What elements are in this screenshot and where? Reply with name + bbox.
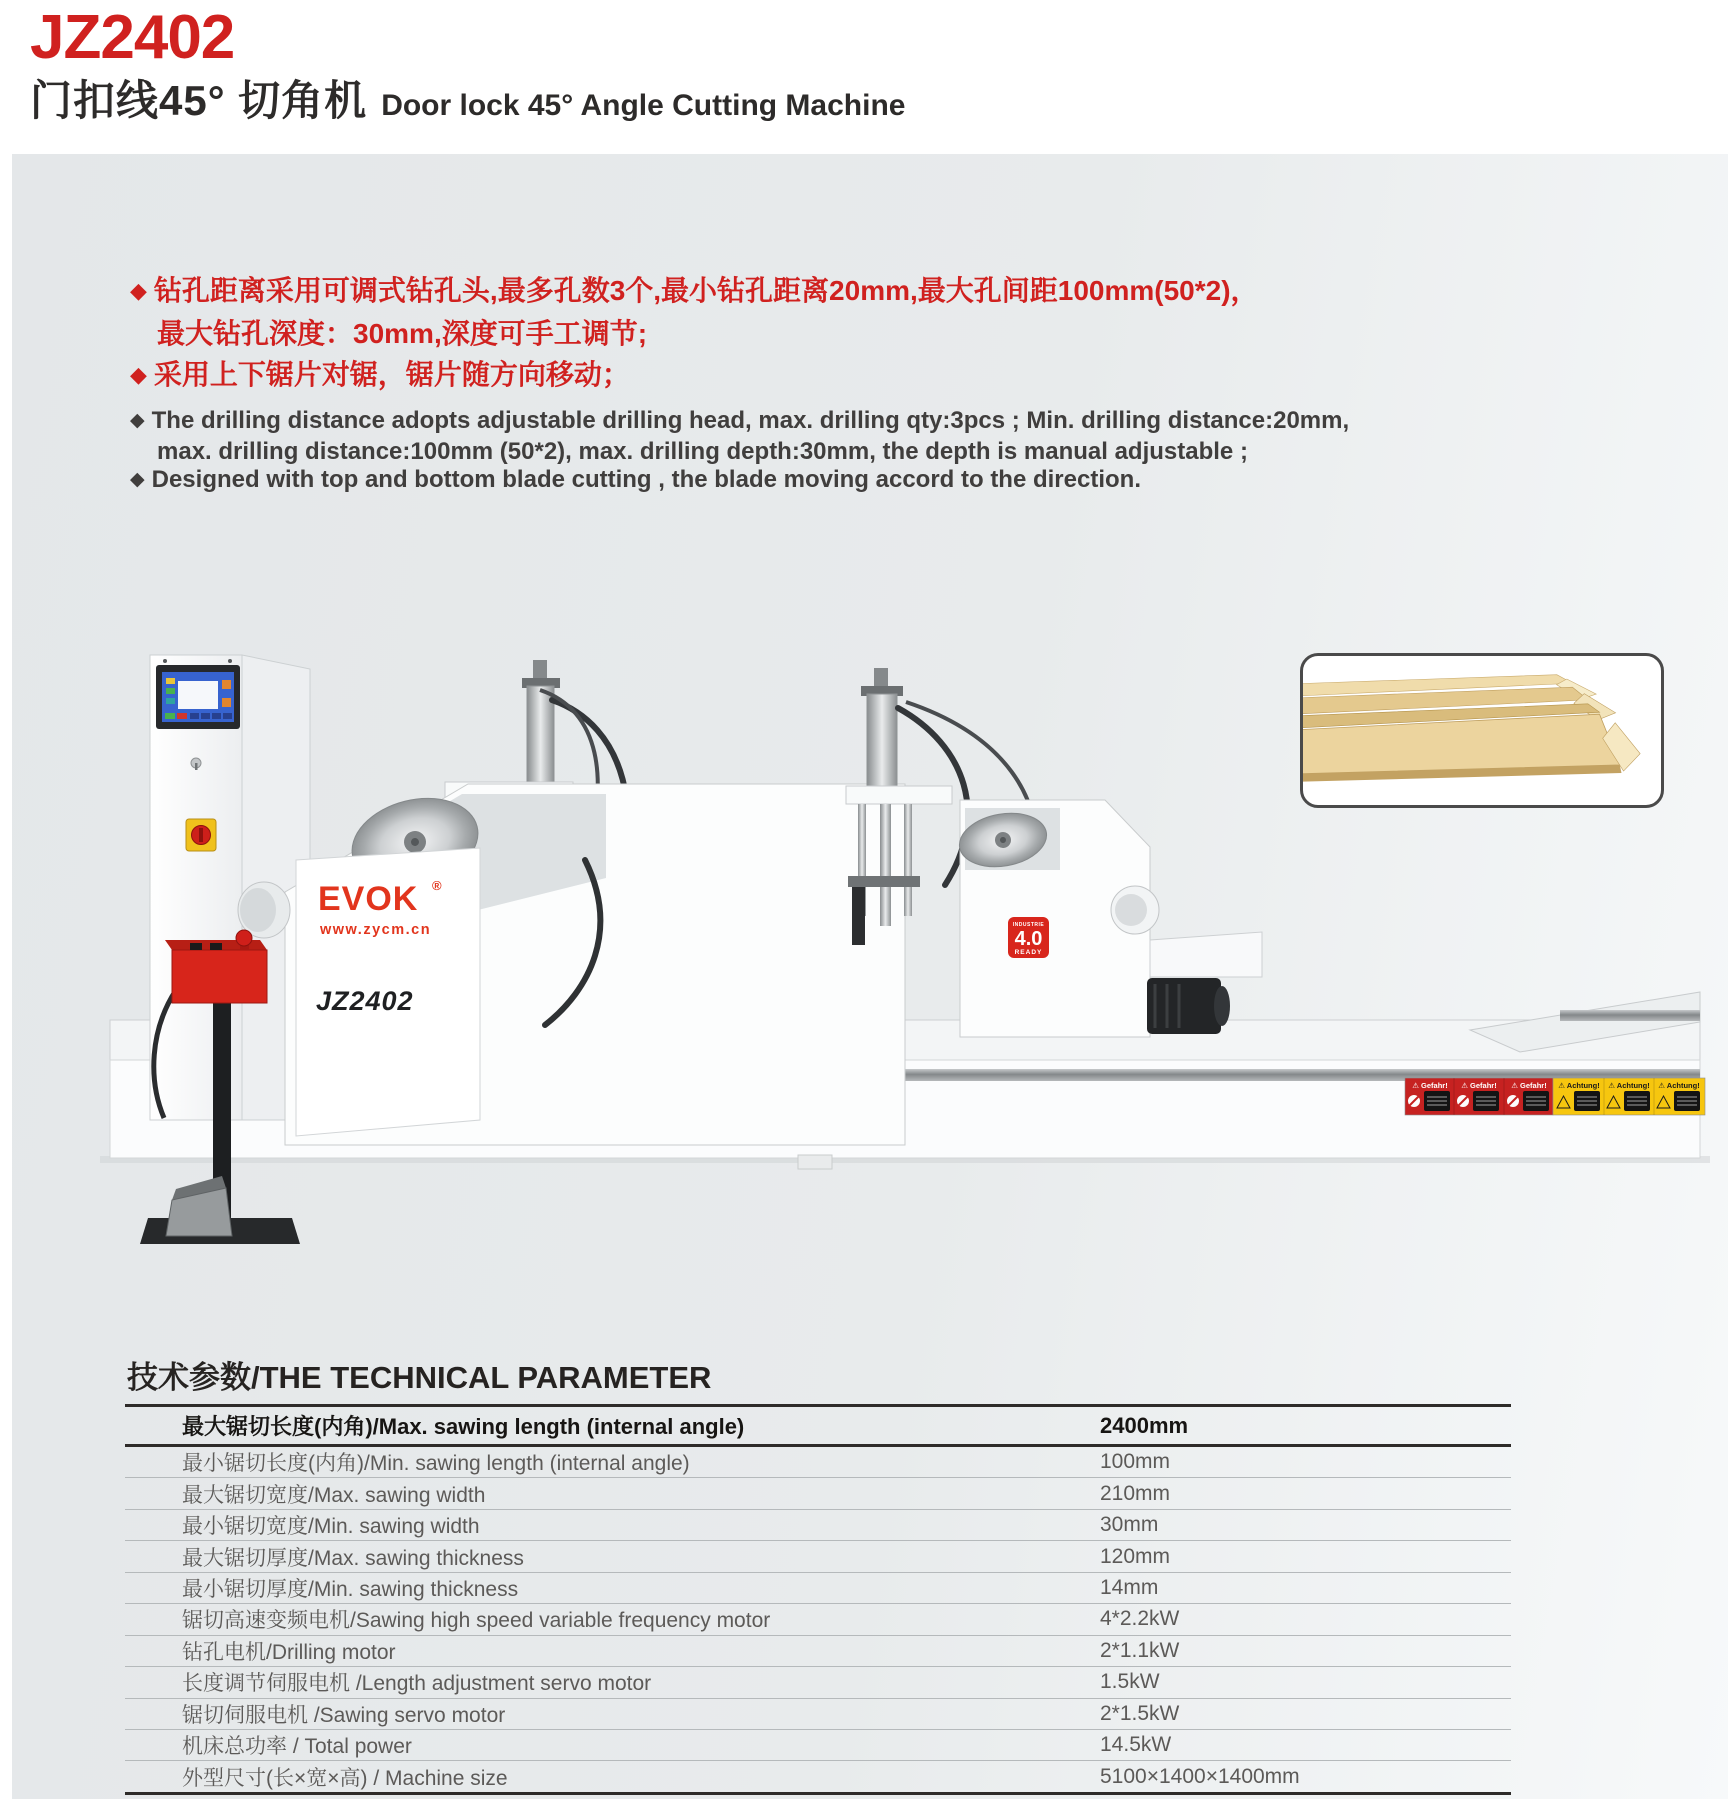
warning-label-danger — [1456, 1081, 1499, 1111]
left-saw-unit — [238, 784, 905, 1145]
parameter-value: 14mm — [1100, 1575, 1159, 1599]
parameter-label: 钻孔电机/Drilling motor — [182, 1640, 396, 1664]
warning-label-caution — [1657, 1081, 1700, 1111]
industry-40-badge — [1008, 917, 1049, 958]
brand-website: www.zycm.cn — [320, 922, 432, 938]
svg-text:INDUSTRIE: INDUSTRIE — [1012, 922, 1045, 928]
table-row — [125, 1604, 1511, 1635]
feature-en-1-cont: max. drilling distance:100mm (50*2), max. drilling depth:30mm, the depth is manual adjustable ; — [157, 437, 1248, 465]
subtitle-english: Door lock 45° Angle Cutting Machine — [381, 89, 906, 122]
warning-label-danger — [1506, 1081, 1549, 1111]
svg-text:⚠ Gefahr!: ⚠ Gefahr! — [1461, 1081, 1497, 1090]
parameters-table — [125, 1404, 1511, 1795]
warning-label-caution — [1607, 1081, 1650, 1111]
molding-profile-graphic — [1303, 656, 1655, 799]
touchscreen — [156, 659, 240, 729]
table-row — [125, 1730, 1511, 1761]
warning-label-danger — [1407, 1081, 1450, 1111]
table-row — [125, 1636, 1511, 1667]
parameter-value: 120mm — [1100, 1544, 1171, 1568]
control-box — [172, 950, 267, 1003]
feature-en-1: ◆ The drilling distance adopts adjustable drilling head, max. drilling qty:3pcs ; Min. drilling distance:20mm, — [130, 407, 1350, 434]
table-row — [125, 1761, 1511, 1794]
diamond-bullet-icon: ◆ — [130, 362, 147, 387]
table-row — [125, 1667, 1511, 1698]
parameter-label: 最大锯切长度(内角)/Max. sawing length (internal angle) — [182, 1414, 745, 1439]
section-title: 技术参数/THE TECHNICAL PARAMETER — [127, 1360, 712, 1395]
brand-logo: EVOK — [318, 880, 419, 918]
parameter-value: 5100×1400×1400mm — [1100, 1764, 1300, 1788]
svg-text:⚠ Gefahr!: ⚠ Gefahr! — [1511, 1081, 1547, 1090]
feature-list — [130, 270, 1610, 497]
parameter-label: 最大锯切厚度/Max. sawing thickness — [182, 1546, 524, 1570]
parameter-value: 210mm — [1100, 1481, 1171, 1505]
svg-text:READY: READY — [1014, 949, 1043, 956]
model-plate: JZ2402 — [316, 986, 414, 1016]
feature-zh-1: ◆ 钻孔距离采用可调式钻孔头,最多孔数3个,最小钻孔距离20mm,最大孔间距100mm(50*2)， — [130, 270, 1610, 313]
parameter-value: 14.5kW — [1100, 1733, 1172, 1757]
diamond-bullet-icon: ◆ — [130, 469, 145, 490]
parameter-label: 最大锯切宽度/Max. sawing width — [182, 1483, 486, 1507]
svg-text:⚠ Achtung!: ⚠ Achtung! — [1608, 1081, 1650, 1090]
svg-text:⚠ Achtung!: ⚠ Achtung! — [1558, 1081, 1600, 1090]
page-subtitle — [30, 68, 905, 128]
parameter-value: 2400mm — [1100, 1412, 1189, 1438]
servo-motor — [1147, 978, 1230, 1034]
warning-label-caution — [1557, 1081, 1600, 1111]
main-power-switch — [186, 819, 216, 851]
parameter-label: 外型尺寸(长×宽×高) / Machine size — [182, 1766, 508, 1790]
registered-mark-icon: ® — [432, 878, 442, 893]
feature-en-2: ◆ Designed with top and bottom blade cutting , the blade moving accord to the direction. — [130, 466, 1141, 493]
subtitle-chinese: 门扣线45° 切角机 — [30, 77, 368, 124]
table-row — [125, 1478, 1511, 1509]
warning-labels-strip — [1405, 1078, 1705, 1115]
right-saw-unit — [846, 668, 1262, 1037]
diamond-bullet-icon: ◆ — [130, 278, 147, 303]
table-row — [125, 1541, 1511, 1572]
parameter-label: 最小锯切厚度/Min. sawing thickness — [182, 1577, 519, 1601]
parameter-label: 锯切伺服电机 /Sawing servo motor — [182, 1703, 506, 1727]
table-row — [125, 1573, 1511, 1604]
parameter-value: 4*2.2kW — [1100, 1607, 1180, 1631]
parameter-label: 最小锯切长度(内角)/Min. sawing length (internal angle) — [182, 1452, 690, 1476]
parameter-label: 长度调节伺服电机 /Length adjustment servo motor — [182, 1672, 652, 1696]
svg-text:⚠ Gefahr!: ⚠ Gefahr! — [1412, 1081, 1448, 1090]
parameter-value: 100mm — [1100, 1450, 1171, 1474]
molding-sample-image — [1300, 653, 1664, 808]
parameter-label: 最小锯切宽度/Min. sawing width — [182, 1515, 480, 1539]
svg-text:⚠ Achtung!: ⚠ Achtung! — [1658, 1081, 1700, 1090]
diamond-bullet-icon: ◆ — [130, 410, 145, 431]
feature-zh-1-cont: 最大钻孔深度：30mm,深度可手工调节; — [157, 318, 648, 349]
feature-zh-2: ◆ 采用上下锯片对锯，锯片随方向移动； — [130, 354, 1610, 397]
parameter-value: 2*1.1kW — [1100, 1638, 1180, 1662]
table-row — [125, 1404, 1511, 1447]
table-row — [125, 1699, 1511, 1730]
parameter-value: 2*1.5kW — [1100, 1701, 1180, 1725]
parameter-label: 锯切高速变频电机/Sawing high speed variable frequency motor — [182, 1609, 771, 1633]
parameter-label: 机床总功率 / Total power — [182, 1735, 412, 1759]
table-row — [125, 1447, 1511, 1478]
page-title: JZ2402 — [30, 3, 235, 72]
parameter-value: 30mm — [1100, 1513, 1159, 1537]
svg-text:4.0: 4.0 — [1014, 928, 1043, 950]
table-row — [125, 1510, 1511, 1541]
parameter-value: 1.5kW — [1100, 1670, 1160, 1694]
